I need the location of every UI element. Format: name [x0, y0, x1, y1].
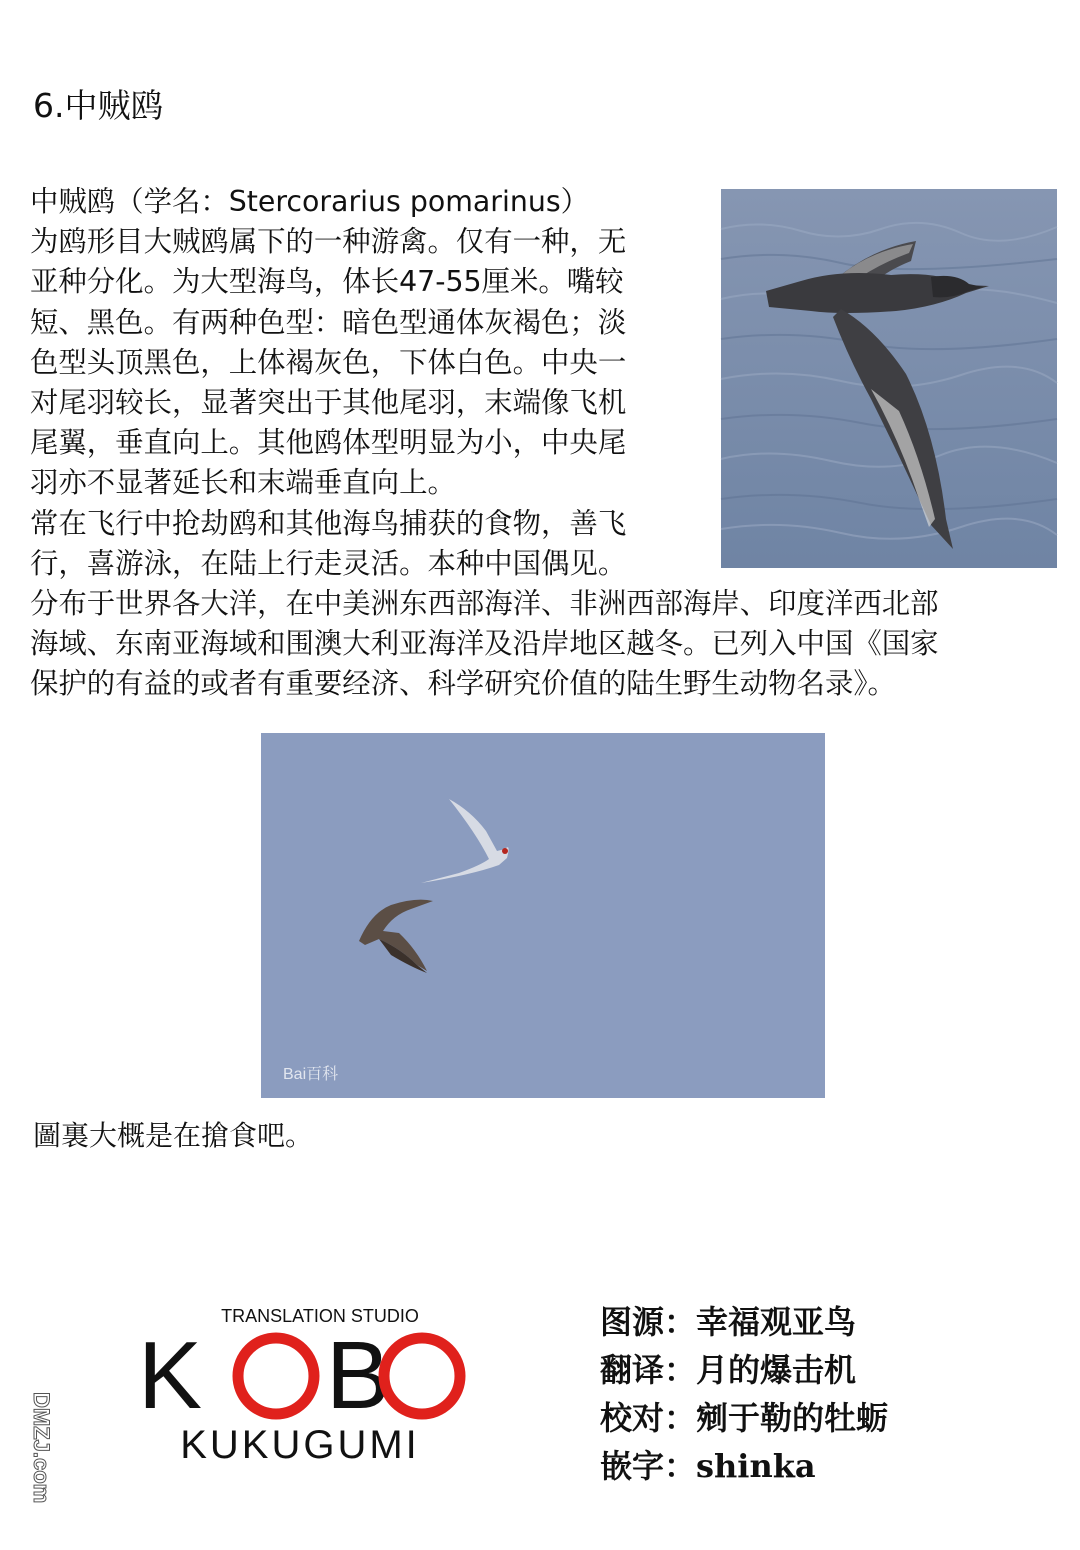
- birds-in-sky-photo: [261, 733, 825, 1098]
- site-watermark-graphic: [8, 1390, 54, 1540]
- credit-row: [600, 1298, 1060, 1346]
- text-line: 色型头顶黑色，上体褐灰色，下体白色。中央一: [30, 345, 627, 379]
- credit-row: [600, 1394, 1060, 1442]
- kobo-logo-graphic: [120, 1300, 480, 1470]
- credit-value: 幸福观亚鸟: [696, 1303, 857, 1341]
- text-line: 为鸥形目大贼鸥属下的一种游禽。仅有一种，无: [30, 225, 627, 259]
- text-line: 羽亦不显著延长和末端垂直向上。: [30, 466, 456, 500]
- credit-label: 嵌字：: [600, 1447, 697, 1485]
- text-line: 分布于世界各大洋，在中美洲东西部海洋、非洲西部海岸、印度洋西北部: [30, 587, 939, 621]
- photo-caption: 圖裏大概是在搶食吧。: [33, 1119, 314, 1152]
- text-line: 对尾羽较长，显著突出于其他尾羽，末端像飞机: [30, 386, 627, 420]
- svg-text:K: K: [138, 1322, 207, 1429]
- text-line: 海域、东南亚海域和围澳大利亚海洋及沿岸地区越冬。已列入中国《国家: [30, 627, 939, 661]
- credits-block: [600, 1298, 1060, 1490]
- studio-logo: [120, 1300, 480, 1470]
- site-watermark: [8, 1390, 54, 1540]
- text-line: 亚种分化。为大型海鸟，体长47-55厘米。嘴较: [30, 265, 624, 299]
- credit-value: 月的爆击机: [696, 1351, 857, 1389]
- text-line: 尾翼，垂直向上。其他鸥体型明显为小，中央尾: [30, 426, 627, 460]
- text-line: 短、黑色。有两种色型：暗色型通体灰褐色；淡: [30, 305, 627, 339]
- credit-value: shinka: [696, 1447, 816, 1485]
- skua-over-sea-illustration: [721, 189, 1057, 568]
- text-line: 中贼鸥（学名：Stercorarius pomarinus）: [30, 185, 589, 218]
- skua-over-sea-photo: [721, 189, 1057, 568]
- logo-main-text: [138, 1322, 460, 1429]
- credit-value: 剜于勒的牡蛎: [696, 1399, 889, 1437]
- logo-top-text: TRANSLATION STUDIO: [221, 1306, 419, 1326]
- svg-text:B: B: [326, 1322, 391, 1429]
- birds-in-sky-illustration: [261, 733, 825, 1098]
- credit-label: 图源：: [600, 1303, 697, 1341]
- logo-bottom-text: KUKUGUMI: [180, 1423, 420, 1467]
- section-heading: 6.中贼鸥: [33, 86, 164, 125]
- credit-row: [600, 1346, 1060, 1394]
- text-line: 保护的有益的或者有重要经济、科学研究价值的陆生野生动物名录》。: [30, 667, 896, 701]
- text-line: 常在飞行中抢劫鸥和其他海鸟捕获的食物，善飞: [30, 506, 627, 540]
- watermark-text: DMZJ.com: [29, 1392, 54, 1504]
- credit-label: 校对：: [600, 1399, 697, 1437]
- credit-row: [600, 1442, 1060, 1490]
- watermark-text: Bai百科: [283, 1066, 339, 1083]
- credit-label: 翻译：: [600, 1351, 697, 1389]
- text-line: 行，喜游泳，在陆上行走灵活。本种中国偶见。: [30, 546, 627, 580]
